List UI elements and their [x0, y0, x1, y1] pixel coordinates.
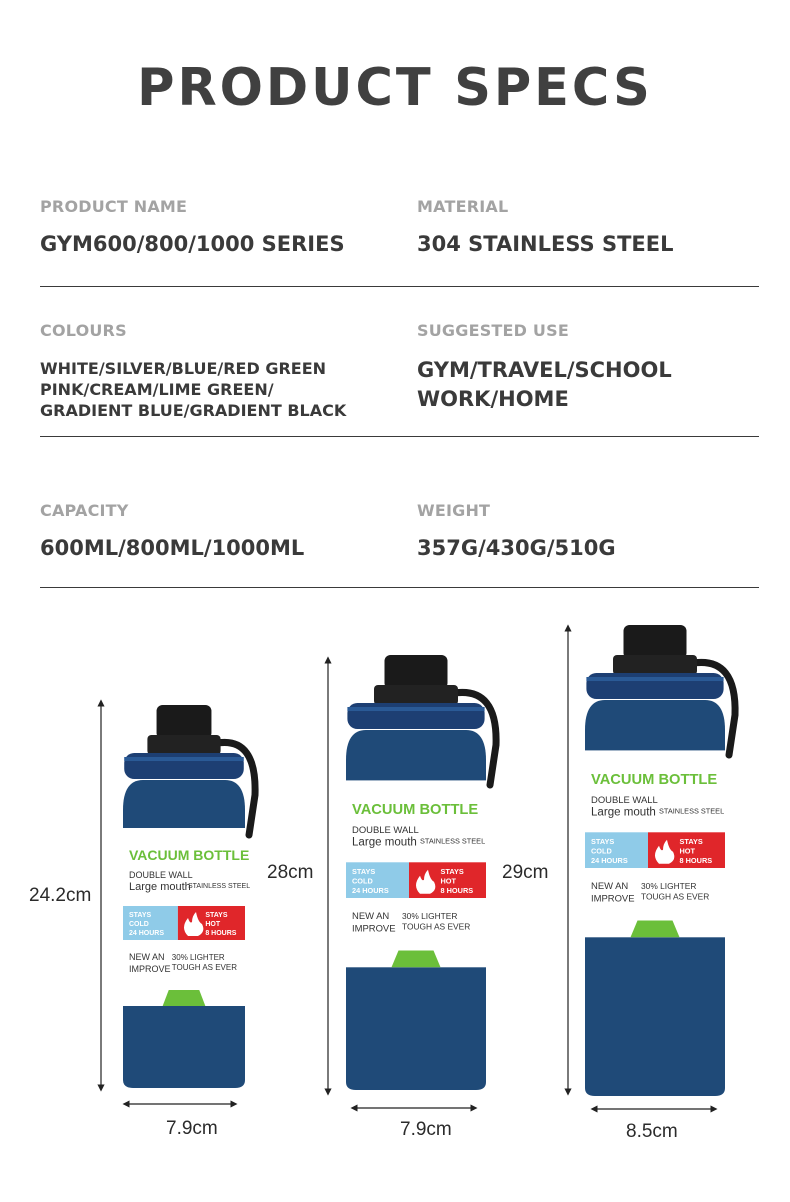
divider: [40, 286, 759, 287]
spec-capacity: [40, 501, 304, 563]
large-improve-1: NEW AN: [591, 881, 629, 892]
spec-material: [417, 197, 673, 259]
large-hot-2: HOT: [679, 846, 696, 856]
spec-product-name: [40, 197, 345, 259]
large-green-band: [631, 921, 680, 938]
bottles-illustration: [0, 600, 790, 1160]
spec-label: MATERIAL: [417, 197, 509, 216]
large-hot-3: 8 HOURS: [679, 855, 713, 865]
large-label-line2: Large mouth: [591, 806, 656, 819]
small-label-line3: STAINLESS STEEL: [188, 883, 251, 890]
large-label-title: VACUUM BOTTLE: [591, 772, 718, 788]
medium-lighter-1: 30% LIGHTER: [402, 911, 458, 921]
spec-value: GYM600/800/1000 SERIES: [40, 232, 345, 256]
medium-cold-3: 24 HOURS: [352, 885, 389, 895]
small-hot-1: STAYS: [205, 912, 228, 919]
spec-label: WEIGHT: [417, 501, 491, 520]
small-improve-1: NEW AN: [129, 952, 165, 962]
small-label-title: VACUUM BOTTLE: [129, 847, 250, 863]
medium-lid-band: [347, 703, 484, 729]
medium-improve-2: IMPROVE: [352, 923, 396, 935]
large-hot-1: STAYS: [679, 836, 703, 846]
height-label-small: 24.2cm: [29, 885, 92, 906]
width-label-large: 8.5cm: [626, 1121, 678, 1142]
small-bottle: [123, 705, 255, 1088]
height-label-medium: 28cm: [267, 862, 314, 883]
small-label-line2: Large mouth: [129, 881, 191, 893]
medium-lighter-2: TOUGH AS EVER: [402, 921, 471, 932]
medium-label-line2: Large mouth: [352, 836, 417, 849]
medium-hot-1: STAYS: [440, 866, 464, 876]
spec-value: 304 STAINLESS STEEL: [417, 232, 674, 256]
small-hot-3: 8 HOURS: [205, 930, 237, 937]
large-cold-1: STAYS: [591, 836, 615, 846]
large-improve-2: IMPROVE: [591, 893, 635, 905]
large-lid-band: [586, 673, 723, 699]
width-label-small: 7.9cm: [166, 1118, 218, 1139]
small-lighter-1: 30% LIGHTER: [171, 953, 225, 962]
spec-label: CAPACITY: [40, 501, 129, 520]
medium-hot-2: HOT: [440, 876, 457, 886]
large-label-line3: STAINLESS STEEL: [659, 806, 725, 816]
medium-label-line3: STAINLESS STEEL: [420, 836, 486, 846]
spec-colours: [40, 321, 346, 421]
medium-label-line1: DOUBLE WALL: [352, 824, 419, 836]
spec-label: PRODUCT NAME: [40, 197, 188, 216]
small-lid-ridge: [124, 757, 244, 761]
small-cap-collar: [147, 735, 220, 755]
small-cold-1: STAYS: [129, 912, 152, 919]
spec-weight: [417, 501, 616, 563]
medium-cold-2: COLD: [352, 876, 373, 886]
page-title: PRODUCT SPECS: [137, 58, 653, 118]
medium-label-title: VACUUM BOTTLE: [352, 802, 479, 818]
medium-cold-1: STAYS: [352, 866, 376, 876]
spec-label: SUGGESTED USE: [417, 321, 569, 340]
medium-cap-collar: [374, 685, 458, 705]
medium-hot-3: 8 HOURS: [440, 885, 474, 895]
medium-cap-icon: [385, 655, 448, 689]
small-lid-band: [124, 753, 244, 779]
divider: [40, 587, 759, 588]
large-cold-3: 24 HOURS: [591, 855, 628, 865]
large-lighter-2: TOUGH AS EVER: [641, 891, 710, 902]
divider: [40, 436, 759, 437]
spec-value: WHITE/SILVER/BLUE/RED GREEN PINK/CREAM/LIME GREEN/ GRADIENT BLUE/GRADIENT BLACK: [40, 359, 347, 420]
large-lighter-1: 30% LIGHTER: [641, 881, 697, 891]
small-lighter-2: TOUGH AS EVER: [171, 963, 238, 972]
small-improve-2: IMPROVE: [129, 964, 171, 974]
large-cap-collar: [613, 655, 697, 675]
medium-improve-1: NEW AN: [352, 911, 390, 922]
large-cap-icon: [624, 625, 687, 659]
small-cold-3: 24 HOURS: [129, 930, 165, 937]
height-label-large: 29cm: [502, 862, 549, 883]
small-hot-2: HOT: [205, 921, 221, 928]
spec-value: GYM/TRAVEL/SCHOOL WORK/HOME: [417, 358, 672, 411]
spec-label: COLOURS: [40, 321, 127, 340]
large-lid-ridge: [586, 677, 723, 681]
small-cap-icon: [157, 705, 212, 739]
spec-suggested-use: [417, 321, 672, 414]
small-cold-2: COLD: [129, 921, 149, 928]
spec-value: 600ML/800ML/1000ML: [40, 536, 305, 560]
large-label-line1: DOUBLE WALL: [591, 794, 658, 806]
medium-lid-ridge: [347, 707, 484, 711]
medium-green-band: [392, 951, 441, 968]
small-green-band: [163, 990, 206, 1006]
medium-bottle: [346, 655, 496, 1090]
width-label-medium: 7.9cm: [400, 1119, 452, 1140]
large-cold-2: COLD: [591, 846, 612, 856]
spec-value: 357G/430G/510G: [417, 536, 616, 560]
small-label-line1: DOUBLE WALL: [129, 870, 193, 880]
large-bottle: [585, 625, 735, 1096]
